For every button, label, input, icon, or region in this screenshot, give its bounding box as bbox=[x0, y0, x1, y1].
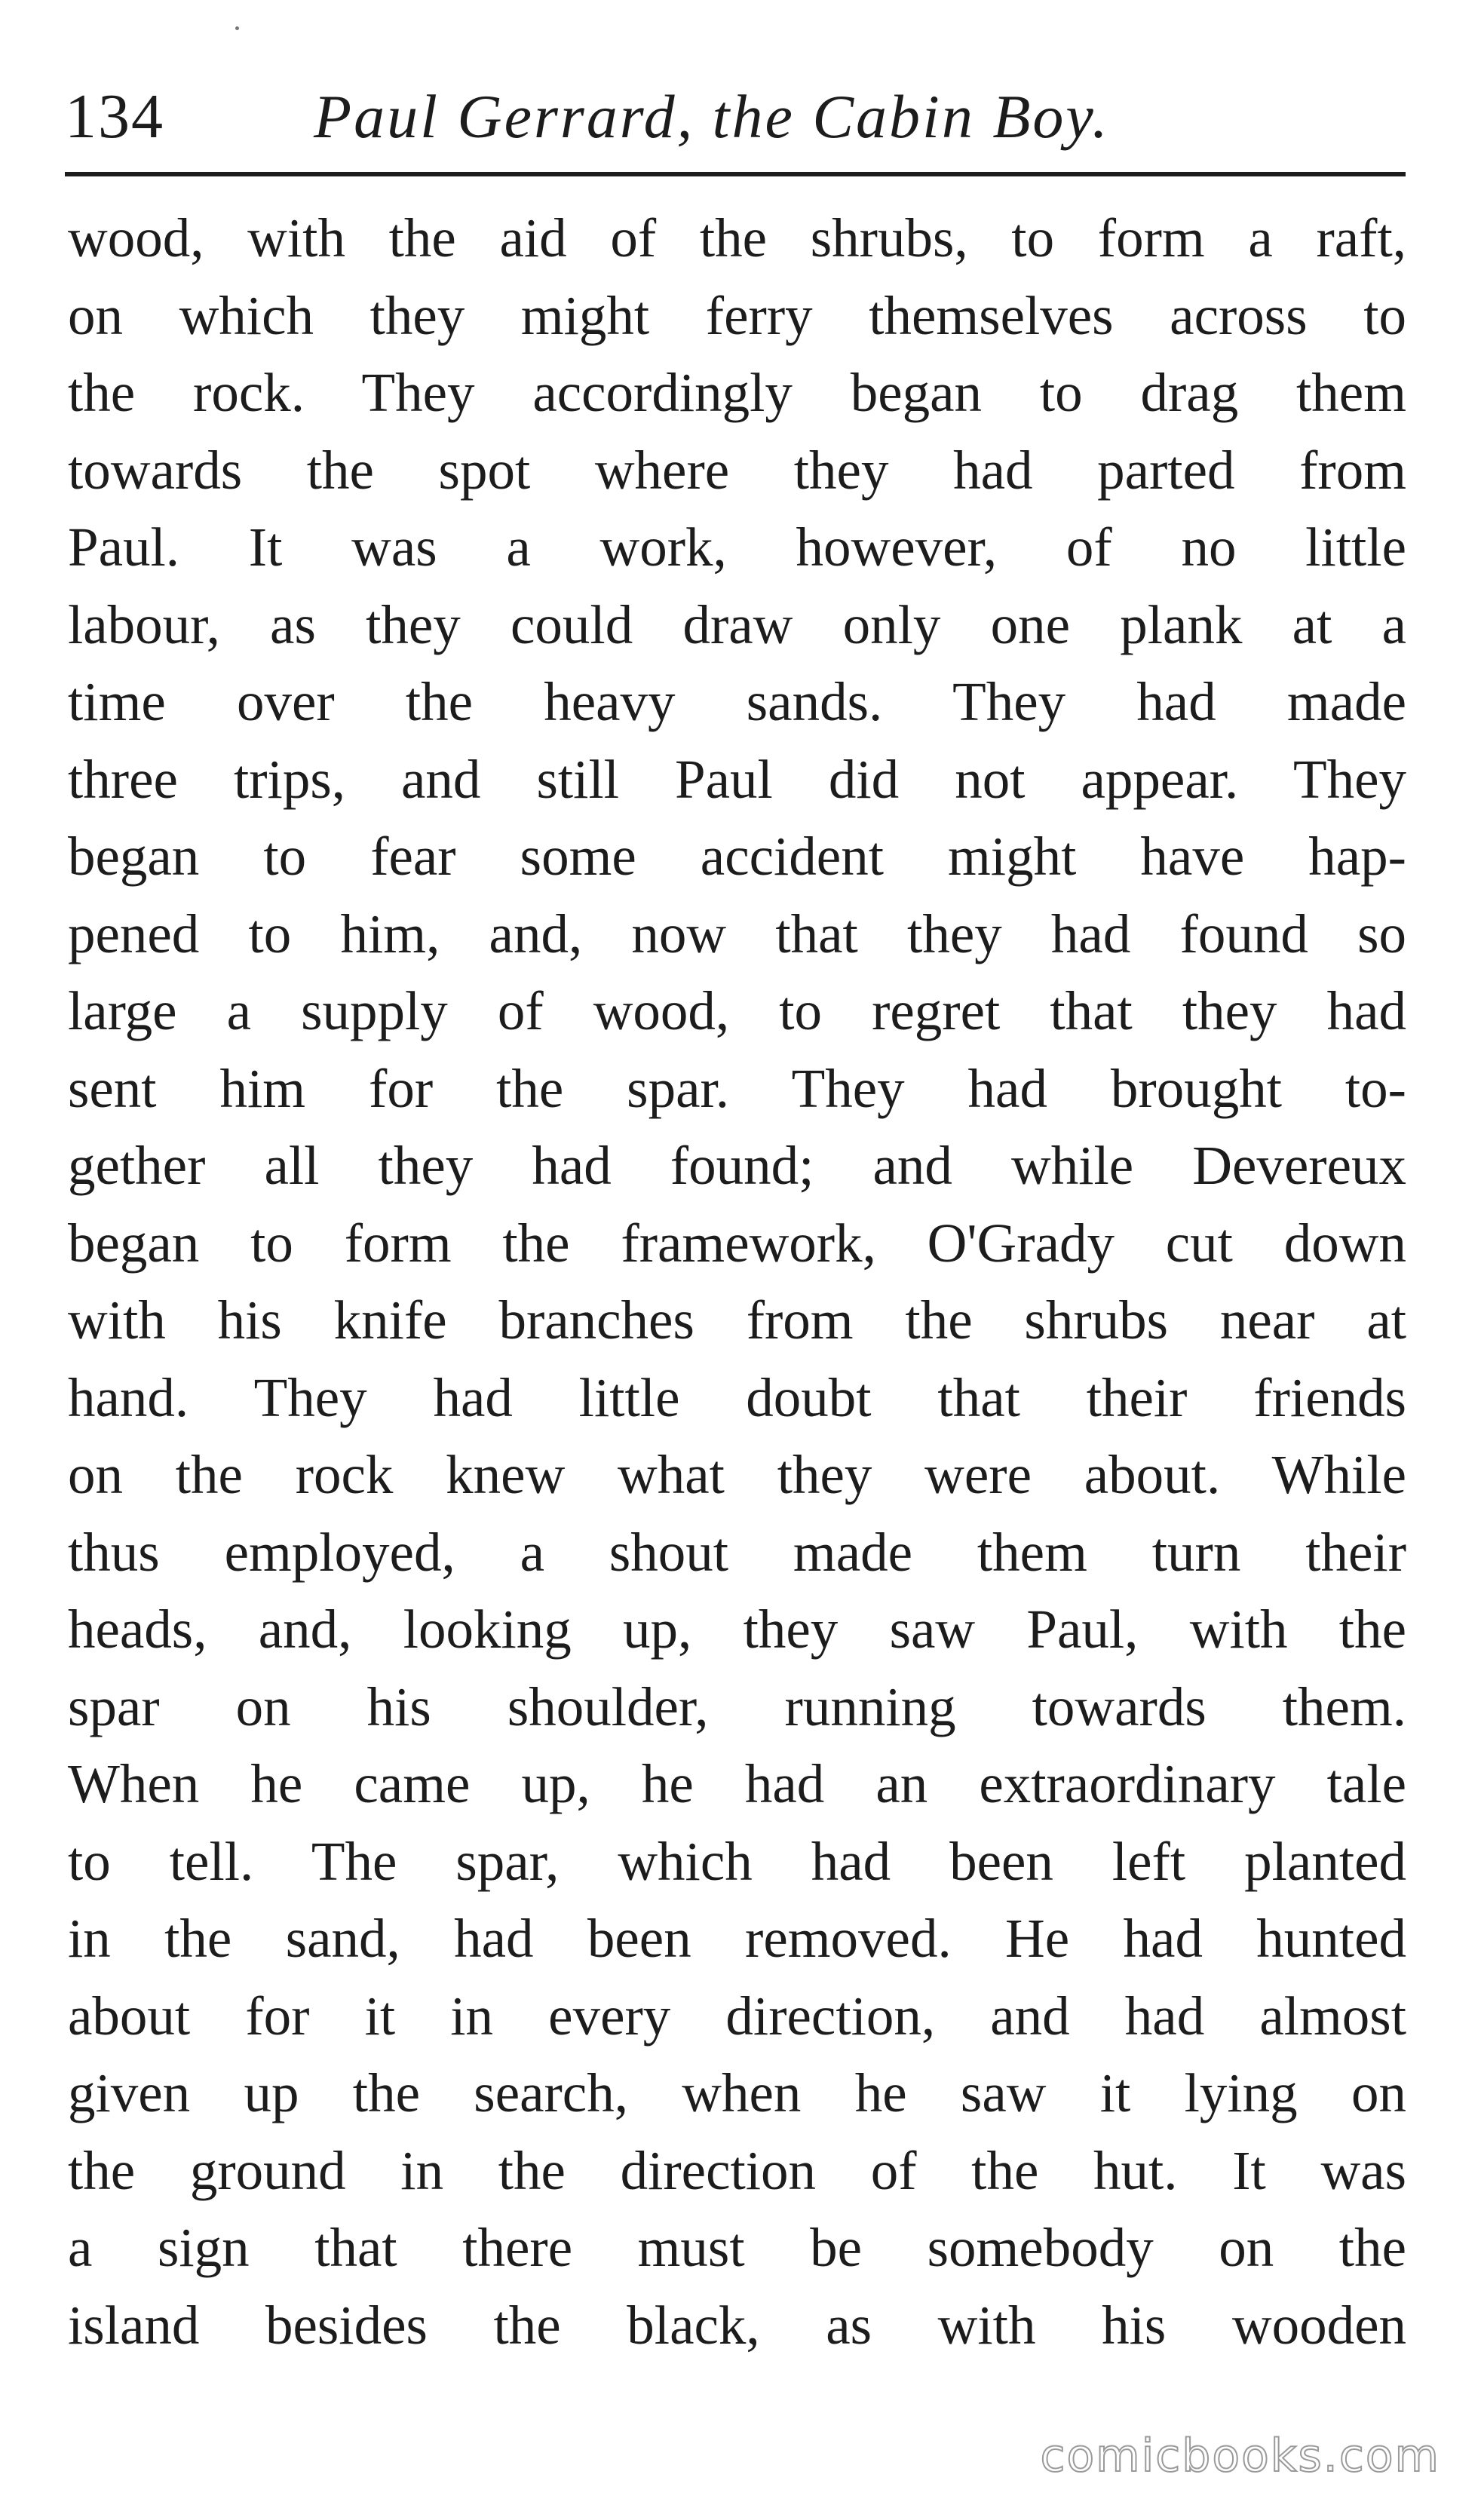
text-line: hand. They had little doubt that their friends bbox=[68, 1366, 1406, 1428]
running-title: Paul Gerrard, the Cabin Boy. bbox=[314, 82, 1110, 151]
text-line: pened to him, and, now that they had found so bbox=[68, 903, 1406, 964]
text-line: time over the heavy sands. They had made bbox=[68, 671, 1406, 732]
text-line: began to fear some accident might have hap- bbox=[68, 826, 1406, 887]
text-line: to tell. The spar, which had been left planted bbox=[68, 1830, 1406, 1892]
text-line: the rock. They accordingly began to drag them bbox=[68, 362, 1406, 423]
page-number: 134 bbox=[65, 81, 164, 152]
text-line: three trips, and still Paul did not appear. They bbox=[68, 748, 1406, 810]
watermark: comicbooks.com bbox=[1040, 2430, 1440, 2482]
text-line: Paul. It was a work, however, of no little bbox=[68, 517, 1406, 578]
text-line: sent him for the spar. They had brought to- bbox=[68, 1057, 1406, 1119]
text-line: labour, as they could draw only one plank at a bbox=[68, 593, 1406, 655]
text-line: given up the search, when he saw it lying on bbox=[68, 2062, 1406, 2123]
text-line: in the sand, had been removed. He had hunted bbox=[68, 1908, 1406, 1969]
header-rule bbox=[65, 172, 1406, 176]
print-speck bbox=[235, 26, 239, 30]
text-line: towards the spot where they had parted from bbox=[68, 439, 1406, 501]
text-line: a sign that there must be somebody on the bbox=[68, 2217, 1406, 2278]
text-line: gether all they had found; and while Devereux bbox=[68, 1135, 1406, 1196]
running-head bbox=[65, 72, 1407, 162]
text-line: on which they might ferry themselves across to bbox=[68, 284, 1406, 346]
body-text bbox=[68, 200, 1406, 2364]
text-line: with his knife branches from the shrubs near at bbox=[68, 1289, 1406, 1351]
text-line: began to form the framework, O'Grady cut down bbox=[68, 1212, 1406, 1274]
text-line: wood, with the aid of the shrubs, to form a raft, bbox=[68, 207, 1406, 268]
text-line: on the rock knew what they were about. While bbox=[68, 1444, 1406, 1505]
text-line: thus employed, a shout made them turn their bbox=[68, 1521, 1406, 1583]
text-line: the ground in the direction of the hut. It was bbox=[68, 2139, 1406, 2201]
text-line: When he came up, he had an extraordinary tale bbox=[68, 1753, 1406, 1814]
text-line: heads, and, looking up, they saw Paul, with the bbox=[68, 1599, 1406, 1660]
text-line: island besides the black, as with his wooden bbox=[68, 2294, 1406, 2356]
text-line: spar on his shoulder, running towards them. bbox=[68, 1676, 1406, 1737]
text-line: large a supply of wood, to regret that they had bbox=[68, 980, 1406, 1041]
text-line: about for it in every direction, and had almost bbox=[68, 1985, 1406, 2047]
